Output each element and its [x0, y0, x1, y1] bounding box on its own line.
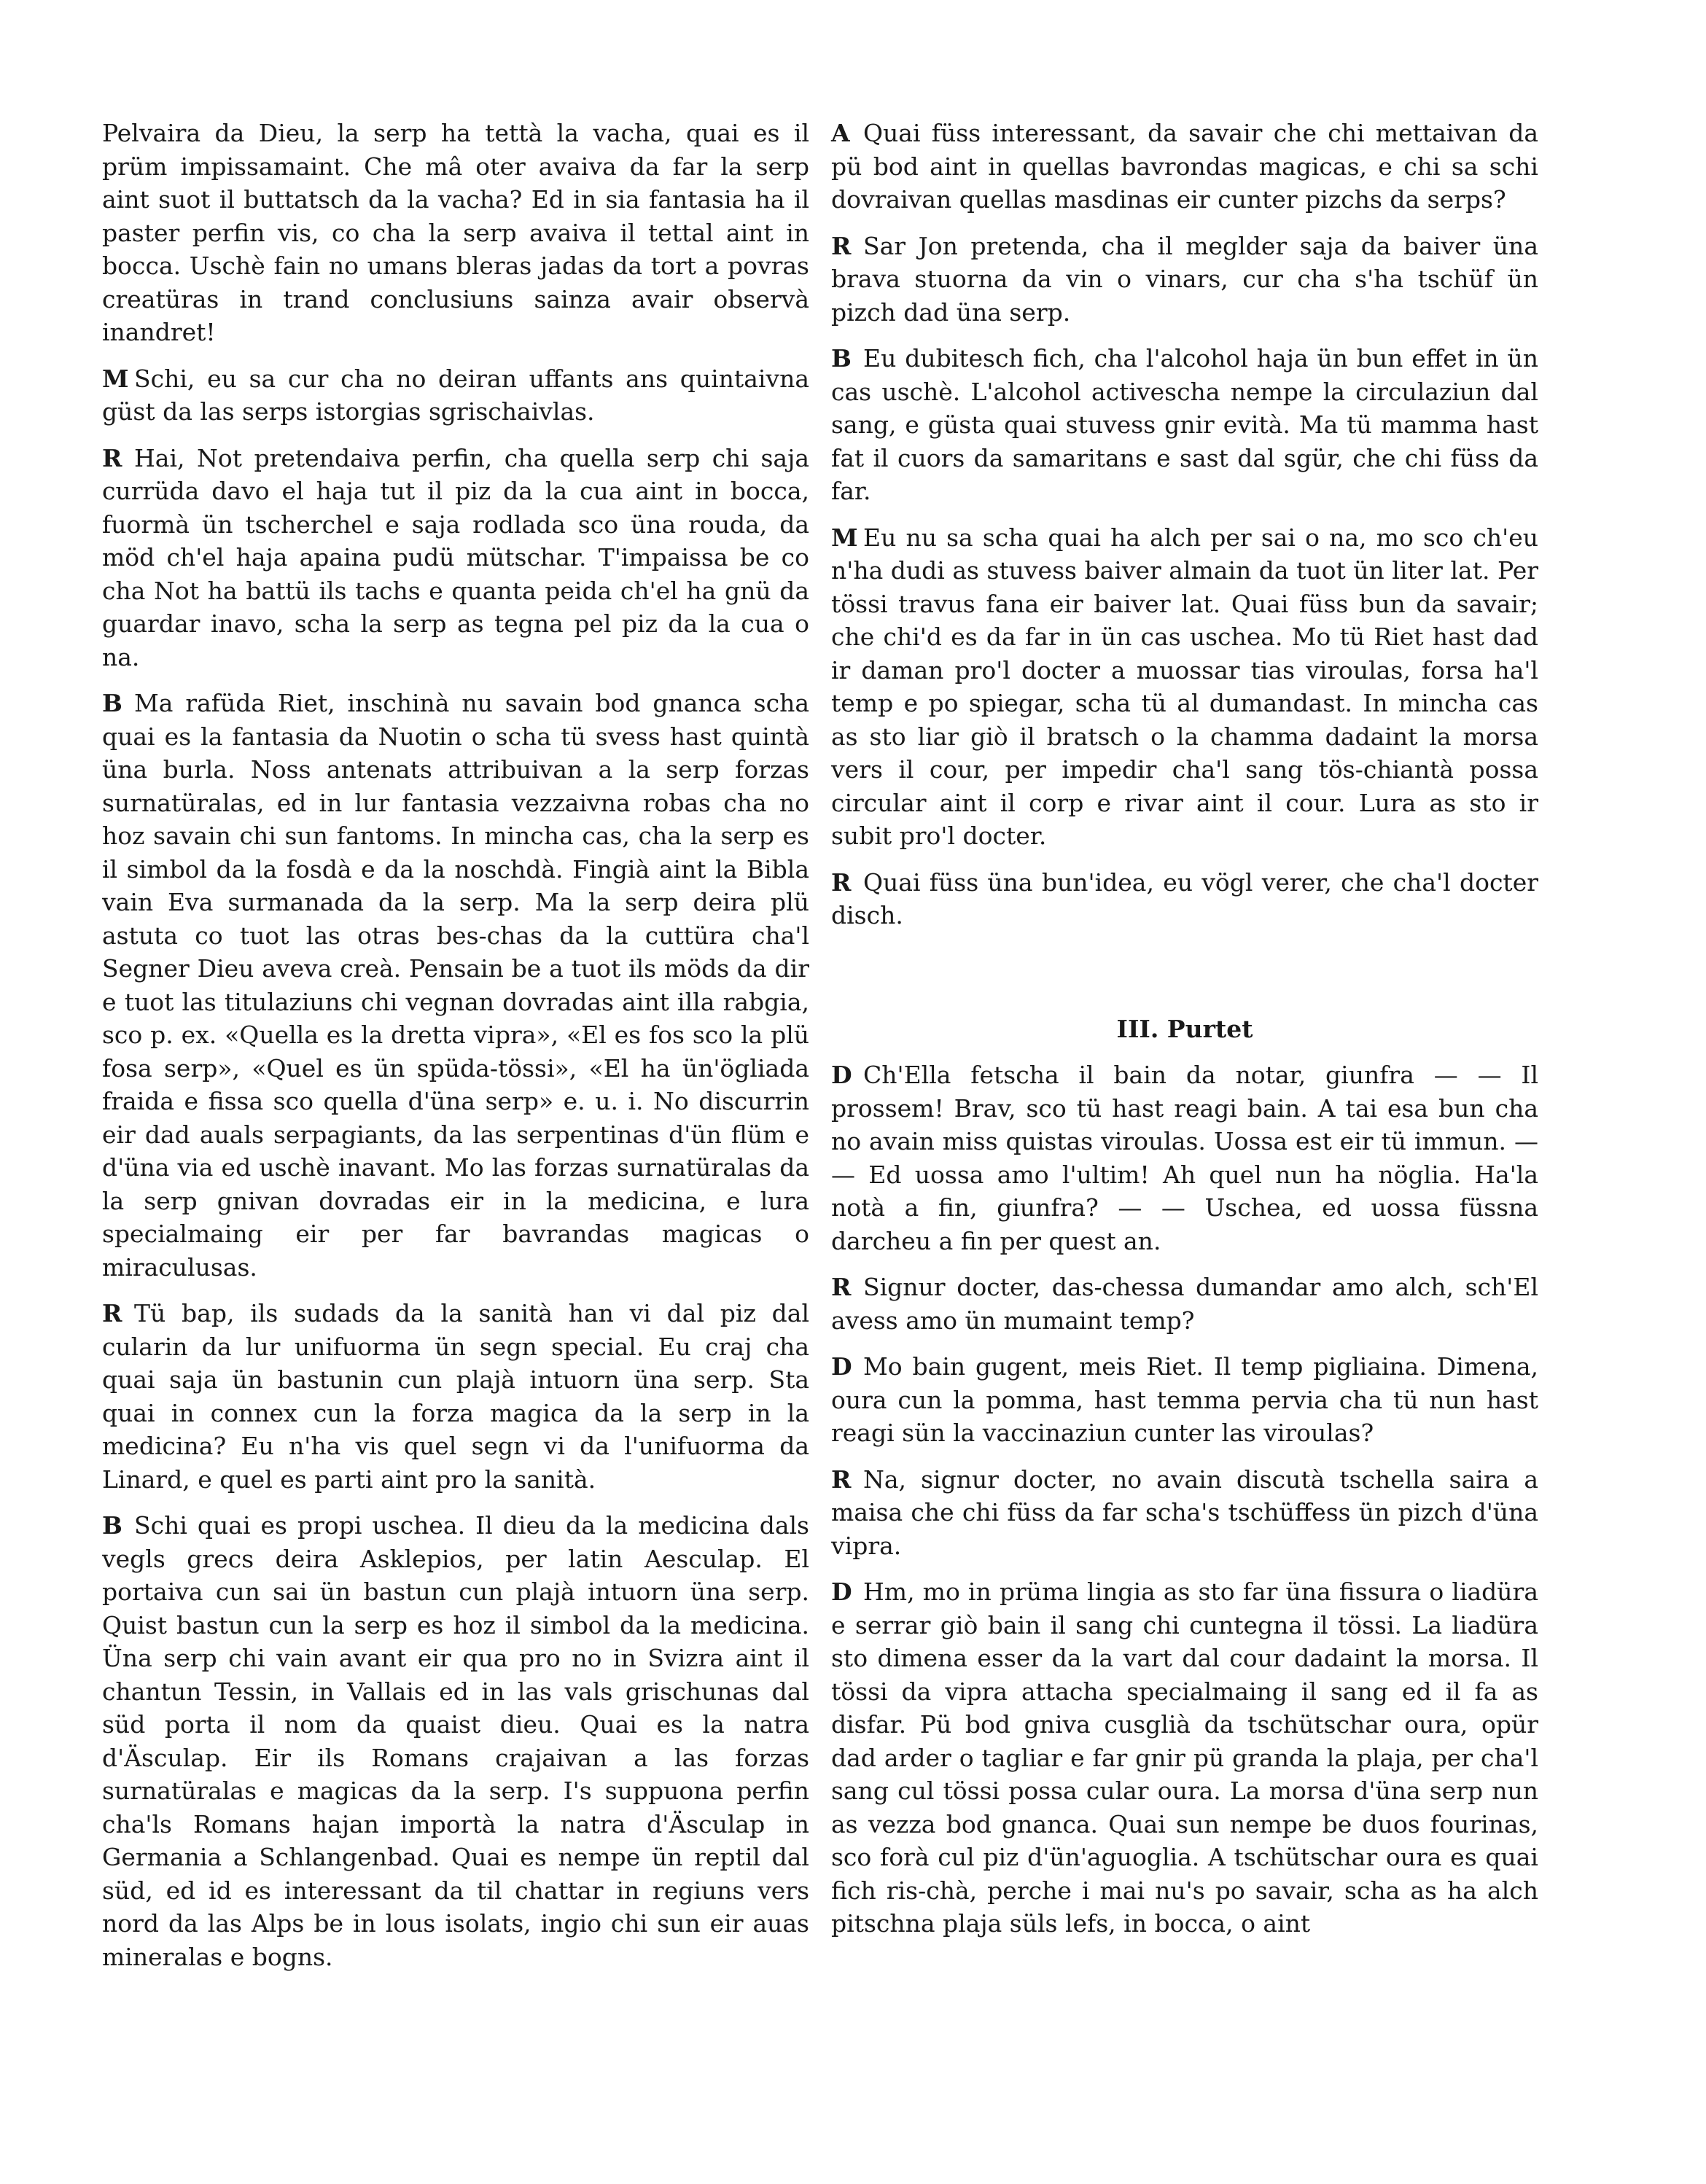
paragraph: A Quai füss interessant, da savair che chi mettaivan da pü bod aint in quellas bavrondas magicas, e chi sa schi dovraivan quellas masdinas eir cunter pizchs da serps? — [831, 117, 1538, 217]
paragraph: B Ma rafüda Riet, inschinà nu savain bod gnanca scha quai es la fantasia da Nuotin o scha tü svess hast quintà üna burla. Noss antenats attribuivan a la serp forzas surnatüralas, ed in lur fantasia vezzaivna robas cha no hoz savain chi sun fantoms. In mincha cas, cha la serp es il simbol da la fosdà e da la noschdà. Fingià aint la Bibla vain Eva surmanada da la serp. Ma la serp deira plü astuta co tuot las otras bes-chas da la cuttüra cha'l Segner Dieu aveva creà. Pensain be a tuot ils möds da dir e tuot las titulaziuns chi vegnan dovradas aint illa rabgia, sco p. ex. «Quella es la dretta vipra», «El es fos sco la plü fosa serp», «Quel es ün spüda-tössi», «El ha ün'ögliada fraida e fissa sco quella d'üna serp» e. u. i. No discurrin eir dad auals serpagiants, da las serpentinas d'ün flüm e d'üna via ed uschè inavant. Mo las forzas surnatüralas da la serp gnivan dovradas eir in la medicina, e lura specialmaing eir per far bavrandas magicas o miraculusas. — [102, 687, 809, 1284]
paragraph: M Eu nu sa scha quai ha alch per sai o na, mo sco ch'eu n'ha dudi as stuvess baiver almain da tuot ün liter lat. Per tössi travus fana eir baiver lat. Quai füss bun da savair; che chi'd es da far in ün cas uschea. Mo tü Riet hast dad ir daman pro'l docter a muossar tias viroulas, forsa ha'l temp e po spiegar, scha tü al dumandast. In mincha cas as sto liar giò il bratsch o la chamma dadaint la morsa vers il cour, per impedir cha'l sang tös-chiantà possa circular aint il corp e rivar aint il cour. Lura as sto ir subit pro'l docter. — [831, 521, 1538, 853]
section-heading: III. Purtet — [1116, 1014, 1253, 1043]
paragraph: R Tü bap, ils sudads da la sanità han vi dal piz dal cularin da lur unifuorma ün segn special. Eu craj cha quai saja ün bastunin cun plajà intuorn üna serp. Sta quai in connex cun la forza magica da la serp in la medicina? Eu n'ha vis quel segn vi da l'unifuorma da Linard, e quel es parti aint pro la sanità. — [102, 1297, 809, 1496]
paragraph: B Eu dubitesch fich, cha l'alcohol haja ün bun effet in ün cas uschè. L'alcohol activescha nempe la circulaziun dal sang, e güsta quai stuvess gnir evità. Ma tü mamma hast fat il cuors da samaritans e sast dal sgür, che chi füss da far. — [831, 342, 1538, 508]
speaker-label: B — [102, 1511, 122, 1540]
speaker-label: D — [831, 1061, 852, 1089]
speaker-label: R — [102, 1299, 122, 1327]
paragraph: B Schi quai es propi uschea. Il dieu da la medicina dals vegls grecs deira Asklepios, per latin Aesculap. El portaiva cun sai ün bastun cun plajà intuorn üna serp. Quist bastun cun la serp es hoz il simbol da la medicina. Üna serp chi vain avant eir qua pro no in Svizra aint il chantun Tessin, in Vallais ed in las vals grischunas dal süd porta il nom da quaist dieu. Quai es la natra d'Äsculap. Eir ils Romans crajaivan a las forzas surnatüralas e magicas da la serp. I's suppuona perfin cha'ls Romans hajan importà la natra d'Äsculap in Germania a Schlangenbad. Quai es nempe ün reptil dal süd, ed id es interessant da til chattar in regiuns vers nord da las Alps be in lous isolats, ingio chi sun eir auas mineralas e bogns. — [102, 1509, 809, 1973]
speaker-label: R — [831, 867, 852, 897]
speaker-label: R — [102, 443, 122, 472]
paragraph: R Na, signur docter, no avain discutà tschella saira a maisa che chi füss da far scha's tschüffess ün pizch d'üna vipra. — [831, 1463, 1538, 1563]
paragraph: R Signur docter, das-chessa dumandar amo alch, sch'El avess amo ün mumaint temp? — [831, 1271, 1538, 1337]
speaker-label: R — [831, 1273, 852, 1301]
paragraph: D Mo bain gugent, meis Riet. Il temp pigliaina. Dimena, oura cun la pomma, hast temma pervia cha tü nun hast reagi sün la vaccinaziun cunter las viroulas? — [831, 1350, 1538, 1450]
paragraph: R Hai, Not pretendaiva perfin, cha quella serp chi saja currüda davo el haja tut il piz da la cua aint in bocca, fuormà ün tscherchel e saja rodlada sco üna rouda, da möd ch'el haja apaina pudü mütschar. T'impaissa be co cha Not ha battü ils tachs e quanta peida ch'el ha gnü da guardar inavo, scha la serp as tegna pel piz da la cua o na. — [102, 442, 809, 674]
speaker-label: R — [831, 1465, 852, 1494]
left-column — [102, 117, 809, 1986]
paragraph: Pelvaira da Dieu, la serp ha tettà la vacha, quai es il prüm impissamaint. Che mâ oter avaiva da far la serp aint suot il buttatsch da la vacha? Ed in sia fantasia ha il paster perfin vis, co cha la serp avaiva il tettal aint in bocca. Uschè fain no umans bleras jadas da tort a povras creatüras in trand conclusiuns sainza avair observà inandret! — [102, 119, 809, 346]
right-column — [831, 117, 1538, 1954]
speaker-label: D — [831, 1577, 852, 1606]
speaker-label: R — [831, 231, 852, 260]
paragraph: D Hm, mo in prüma lingia as sto far üna fissura o liadüra e serrar giò bain il sang chi cuntegna il tössi. La liadüra sto dimena esser da la vart dal cour dadaint la morsa. Il tössi da vipra attacha specialmaing il sang ed il fa as disfar. Pü bod gniva cusglià da tschütschar oura, opür dad arder o tagliar e far gnir pü granda la plaja, per cha'l sang cul tössi possa cular oura. La morsa d'üna serp nun as vezza bod gnanca. Quai sun nempe be duos fourinas, sco forà cul piz d'ün'aguoglia. A tschütschar oura es quai fich ris-chà, perche i mai nu's po savair, scha as ha alch pitschna plaja süls lefs, in bocca, o aint — [831, 1575, 1538, 1941]
paragraph: R Sar Jon pretenda, cha il meglder saja da baiver üna brava stuorna da vin o vinars, cur cha s'ha tschüf ün pizch dad üna serp. — [831, 230, 1538, 329]
speaker-label: M — [831, 523, 858, 552]
paragraph: M Schi, eu sa cur cha no deiran uffants ans quintaivna güst da las serps istorgias sgrischaivlas. — [102, 362, 809, 429]
speaker-label: M — [102, 364, 129, 393]
paragraph: R Quai füss üna bun'idea, eu vögl verer, che cha'l docter disch. — [831, 866, 1538, 932]
speaker-label: B — [102, 689, 122, 717]
speaker-label: A — [831, 119, 850, 147]
speaker-label: B — [831, 344, 852, 373]
speaker-label: D — [831, 1352, 852, 1381]
paragraph: D Ch'Ella fetscha il bain da notar, giunfra — — Il prossem! Brav, sco tü hast reagi bain. A tai esa bun cha no avain miss quistas viroulas. Uossa est eir tü immun. — — Ed uossa amo l'ultim! Ah quel nun ha nöglia. Ha'la notà a fin, giunfra? — — Uschea, ed uossa füssna darcheu a fin per quest an. — [831, 1058, 1538, 1257]
